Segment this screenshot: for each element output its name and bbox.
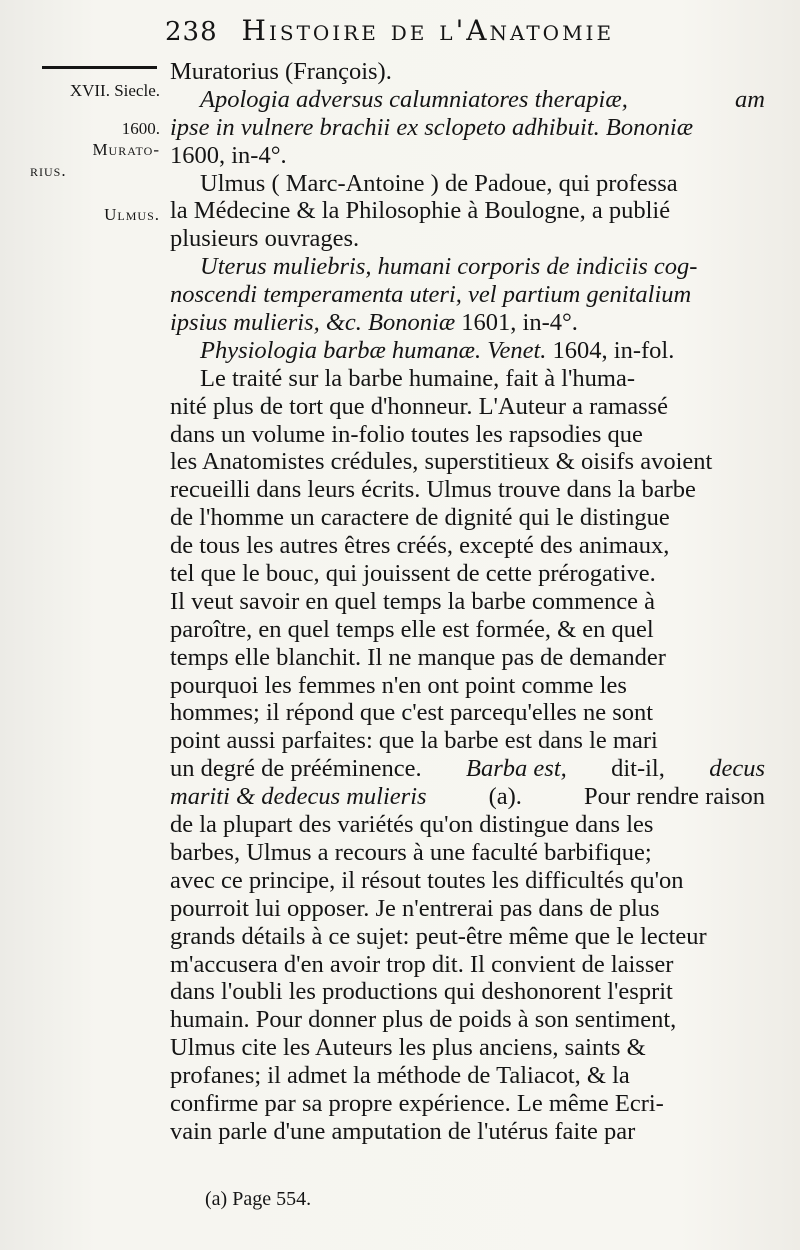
- text-span: nité plus de tort que d'honneur. L'Auteur a ramassé: [170, 392, 669, 420]
- text-line: [170, 1062, 765, 1090]
- text-line: [170, 588, 765, 616]
- text-line: [170, 448, 765, 476]
- text-span: profanes; il admet la méthode de Taliacot, & la: [170, 1062, 630, 1090]
- text-line: [170, 783, 765, 811]
- text-line: [170, 309, 765, 337]
- text-span: Il veut savoir en quel temps la barbe commence à: [170, 587, 656, 615]
- margin-rule: [42, 66, 157, 69]
- text-span: dans l'oubli les productions qui deshonorent l'esprit: [170, 978, 673, 1006]
- text-line: [170, 895, 765, 923]
- text-line: [170, 58, 765, 86]
- margin-note-century: XVII. Siecle.: [69, 81, 160, 100]
- text-span: 1601, in-4°.: [461, 309, 578, 337]
- text-line: [170, 365, 765, 393]
- text-line: [170, 978, 765, 1006]
- margin-note-muratorius: Murato-: [92, 140, 160, 159]
- text-span: Barba est,: [466, 755, 567, 783]
- text-line: [170, 839, 765, 867]
- text-line: [170, 672, 765, 700]
- text-line: [170, 560, 765, 588]
- text-span: point aussi parfaites: que la barbe est dans le mari: [170, 727, 658, 755]
- text-span: ipsius mulieris, &c. Bononiæ: [170, 309, 456, 337]
- text-line: [170, 337, 765, 365]
- text-span: confirme par sa propre expérience. Le même Ecri-: [170, 1089, 664, 1117]
- margin-note-muratorius-cont: rius.: [30, 161, 67, 180]
- text-line: [170, 923, 765, 951]
- text-line: [170, 476, 765, 504]
- text-line: [170, 532, 765, 560]
- text-span: Apologia adversus calumniatores therapiæ,: [200, 85, 628, 113]
- text-span: 1600, in-4°.: [170, 141, 287, 169]
- text-line: [170, 755, 765, 783]
- text-span: pourroit lui opposer. Je n'entrerai pas dans de plus: [170, 894, 660, 922]
- text-span: la Médecine & la Philosophie à Boulogne, a publié: [170, 197, 671, 225]
- text-span: vain parle d'une amputation de l'utérus faite par: [170, 1117, 636, 1145]
- text-line: [170, 1090, 765, 1118]
- text-span: les Anatomistes crédules, superstitieux & oisifs avoient: [170, 448, 713, 476]
- text-line: [170, 225, 765, 253]
- text-line: [170, 951, 765, 979]
- text-span: dit-il,: [611, 755, 665, 783]
- text-span: ipse in vulnere brachii ex sclopeto adhibuit. Bononiæ: [170, 113, 694, 141]
- text-span: decus: [709, 755, 765, 783]
- text-span: dans un volume in-folio toutes les rapsodies que: [170, 420, 643, 448]
- text-span: humain. Pour donner plus de poids à son sentiment,: [170, 1006, 677, 1034]
- text-span: Ulmus cite les Auteurs les plus anciens, saints &: [170, 1034, 646, 1062]
- text-span: tel que le bouc, qui jouissent de cette prérogative.: [170, 560, 656, 588]
- text-span: Physiologia barbæ humanæ. Venet.: [200, 336, 547, 364]
- text-span: Le traité sur la barbe humaine, fait à l'huma-: [200, 364, 636, 392]
- running-header: [165, 14, 775, 47]
- text-line: [170, 1034, 765, 1062]
- text-span: noscendi temperamenta uteri, vel partium genitalium: [170, 281, 692, 309]
- text-span: paroître, en quel temps elle est formée, & en quel: [170, 615, 654, 643]
- text-line: [170, 867, 765, 895]
- text-span: Pour rendre raison: [584, 783, 765, 811]
- text-span: barbes, Ulmus a recours à une faculté barbifique;: [170, 838, 652, 866]
- margin-note-year: 1600.: [121, 119, 160, 138]
- text-span: de l'homme un caractere de dignité qui le distingue: [170, 504, 670, 532]
- text-line: [170, 114, 765, 142]
- text-span: plusieurs ouvrages.: [170, 225, 360, 253]
- text-line: [170, 393, 765, 421]
- page-number: 238: [165, 17, 218, 47]
- text-line: [170, 281, 765, 309]
- text-span: mariti & dedecus mulieris: [170, 783, 427, 811]
- margin-note-ulmus: Ulmus.: [104, 205, 160, 224]
- text-span: grands détails à ce sujet: peut-être même que le lecteur: [170, 922, 707, 950]
- text-line: [170, 699, 765, 727]
- text-line: [170, 86, 765, 114]
- text-span: avec ce principe, il résout toutes les difficultés qu'on: [170, 866, 684, 894]
- text-line: [170, 644, 765, 672]
- text-span: de tous les autres êtres créés, excepté des animaux,: [170, 532, 670, 560]
- text-span: 1604, in-fol.: [552, 336, 675, 364]
- text-line: [170, 421, 765, 449]
- main-text: [170, 58, 765, 1146]
- text-line: [170, 504, 765, 532]
- text-span: Muratorius (François).: [170, 58, 392, 85]
- text-span: un degré de prééminence.: [170, 755, 422, 783]
- text-span: hommes; il répond que c'est parcequ'elles ne sont: [170, 699, 654, 727]
- text-line: [170, 1006, 765, 1034]
- text-span: temps elle blanchit. Il ne manque pas de demander: [170, 643, 666, 671]
- footnote: (a) Page 554.: [205, 1188, 312, 1210]
- text-line: [170, 197, 765, 225]
- text-line: [170, 811, 765, 839]
- text-span: (a).: [488, 783, 522, 811]
- text-span: de la plupart des variétés qu'on distingue dans les: [170, 811, 654, 839]
- running-title: Histoire de l'Anatomie: [241, 14, 615, 47]
- text-span: recueilli dans leurs écrits. Ulmus trouve dans la barbe: [170, 476, 696, 504]
- text-line: [170, 142, 765, 170]
- text-span: m'accusera d'en avoir trop dit. Il convient de laisser: [170, 950, 674, 978]
- text-span: am: [735, 85, 765, 113]
- text-line: [170, 170, 765, 198]
- text-line: [170, 727, 765, 755]
- text-line: [170, 253, 765, 281]
- text-span: Uterus muliebris, humani corporis de indiciis cog-: [200, 253, 698, 281]
- text-span: Ulmus ( Marc-Antoine ) de Padoue, qui professa: [200, 169, 678, 197]
- text-line: [170, 616, 765, 644]
- text-span: pourquoi les femmes n'en ont point comme les: [170, 671, 627, 699]
- text-line: [170, 1118, 765, 1146]
